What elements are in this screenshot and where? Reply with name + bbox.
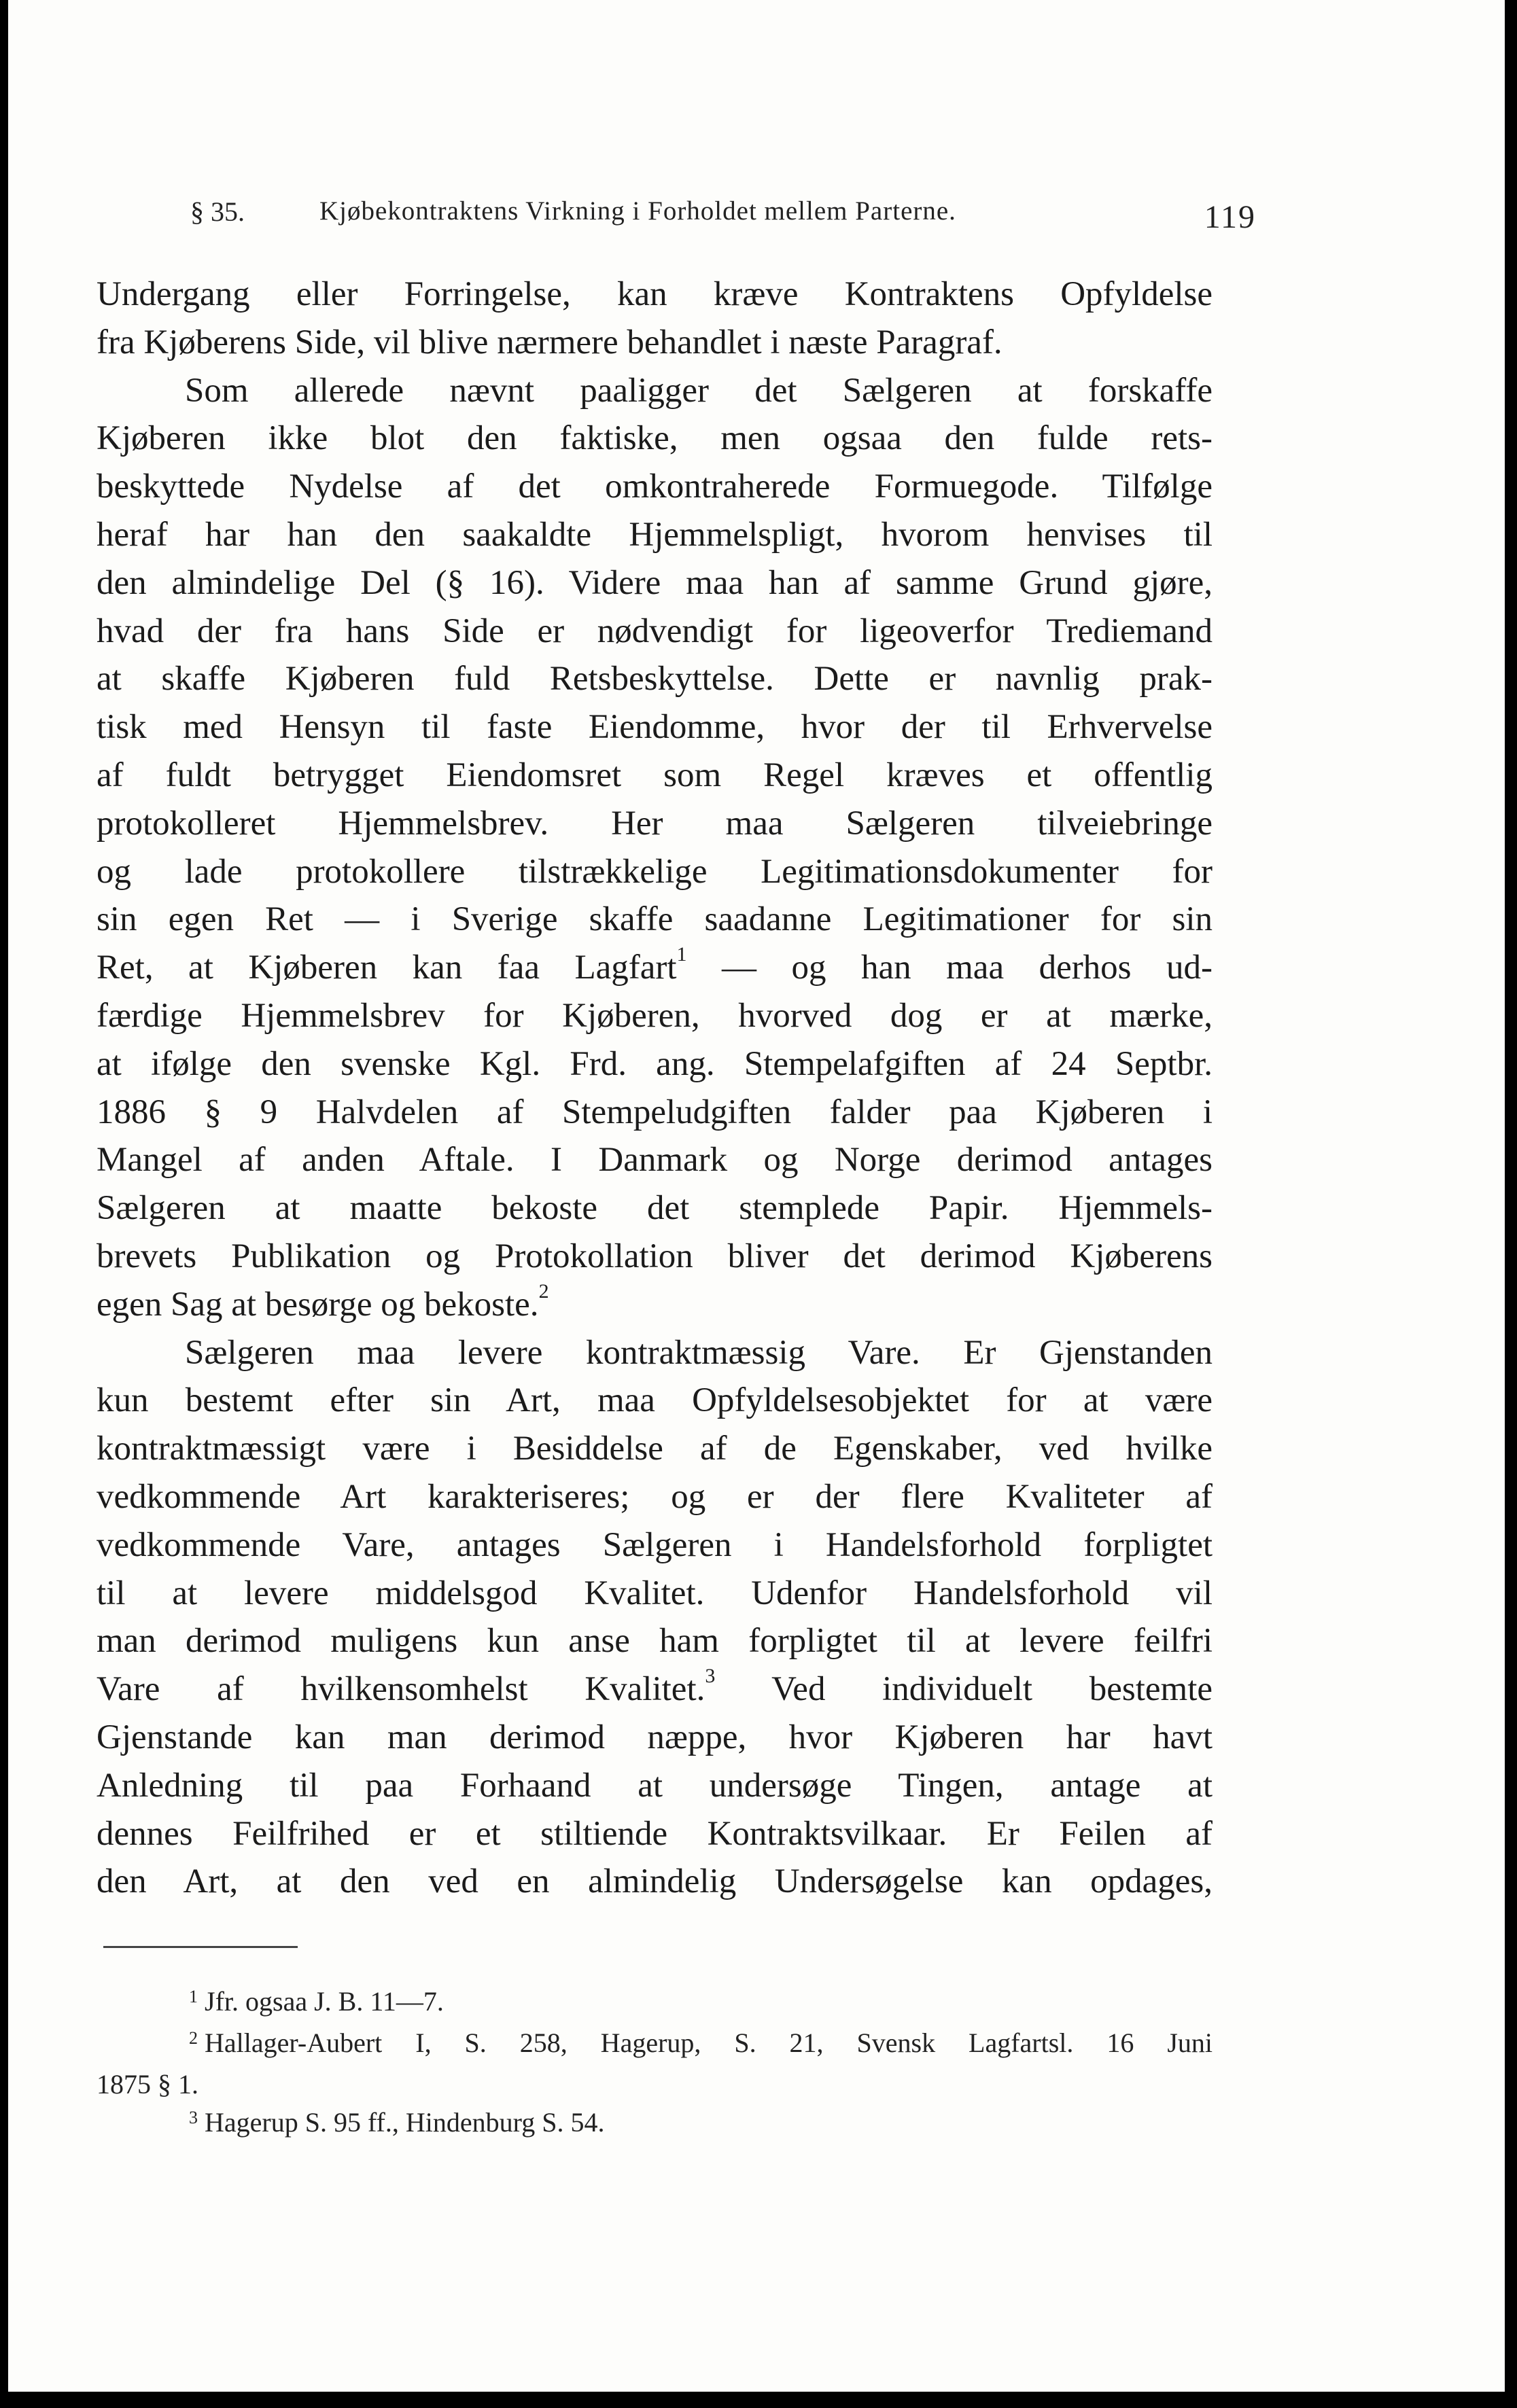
text-line: at skaffe Kjøberen fuld Retsbeskyttelse. Dette er navnlig prak- [97, 660, 1213, 698]
footnote-text: 1875 § 1. [97, 2069, 198, 2100]
text-line: tisk med Hensyn til faste Eiendomme, hvor der til Erhvervelse [97, 708, 1213, 747]
footnote [97, 2024, 1213, 2066]
text-line: vedkommende Art karakteriseres; og er der flere Kvaliteter af [97, 1477, 1213, 1516]
text-line-with-footnote [97, 944, 1213, 992]
text-fragment: egen Sag at besørge og bekoste. [97, 1285, 539, 1324]
footnote-mark: 3 [189, 2108, 198, 2127]
text-line-with-footnote [97, 1281, 1213, 1329]
text-fragment: — og han maa derhos ud- [722, 949, 1213, 987]
text-line: Sælgeren at maatte bekoste det stemplede Papir. Hjemmels- [97, 1189, 1213, 1228]
text-fragment: Ved individuelt bestemte [771, 1670, 1213, 1709]
footnote [97, 1983, 1213, 2024]
footnote-ref: 1 [676, 944, 687, 966]
footnote-text: Jfr. ogsaa J. B. 11—7. [205, 1986, 444, 2017]
body-text [97, 270, 1213, 1906]
text-line: Som allerede nævnt paaligger det Sælgeren at forskaffe [185, 371, 1213, 410]
footnote-text: Hallager-Aubert I, S. 258, Hagerup, S. 21, Svensk Lagfartsl. 16 Juni [205, 2028, 1213, 2058]
text-line: Mangel af anden Aftale. I Danmark og Norge derimod antages [97, 1141, 1213, 1180]
text-fragment: Ret, at Kjøberen kan faa Lagfart [97, 949, 677, 987]
book-page [8, 0, 1505, 2392]
footnotes [97, 1983, 1213, 2145]
text-line: kontraktmæssigt være i Besiddelse af de Egenskaber, ved hvilke [97, 1430, 1213, 1468]
text-line: protokolleret Hjemmelsbrev. Her maa Sælgeren tilveiebringe [97, 804, 1213, 843]
text-line-with-footnote [97, 1665, 1213, 1714]
footnote-mark: 2 [189, 2028, 198, 2048]
text-line: hvad der fra hans Side er nødvendigt for ligeoverfor Trediemand [97, 612, 1213, 650]
footnote-mark: 1 [189, 1987, 198, 2006]
text-line: Undergang eller Forringelse, kan kræve Kontraktens Opfyldelse [97, 275, 1213, 313]
text-line: 1886 § 9 Halvdelen af Stempeludgiften falder paa Kjøberen i [97, 1093, 1213, 1131]
text-line: brevets Publikation og Protokollation bliver det derimod Kjøberens [97, 1237, 1213, 1275]
running-header [190, 192, 1256, 235]
text-line: Gjenstande kan man derimod næppe, hvor Kjøberen har havt [97, 1718, 1213, 1756]
text-line: Anledning til paa Forhaand at undersøge Tingen, antage at [97, 1766, 1213, 1805]
text-line: og lade protokollere tilstrækkelige Legitimationsdokumenter for [97, 852, 1213, 891]
footnote-continuation [97, 2066, 1213, 2104]
text-line: Kjøberen ikke blot den faktiske, men ogsaa den fulde rets- [97, 419, 1213, 458]
footnote-divider [103, 1946, 298, 1948]
footnote-ref: 2 [538, 1280, 549, 1303]
text-line: beskyttede Nydelse af det omkontraherede Formuegode. Tilfølge [97, 467, 1213, 506]
text-line: kun bestemt efter sin Art, maa Opfyldelsesobjektet for at være [97, 1381, 1213, 1420]
text-line: man derimod muligens kun anse ham forpligtet til at levere feilfri [97, 1622, 1213, 1661]
text-line: dennes Feilfrihed er et stiltiende Kontraktsvilkaar. Er Feilen af [97, 1814, 1213, 1853]
text-line: færdige Hjemmelsbrev for Kjøberen, hvorved dog er at mærke, [97, 996, 1213, 1035]
page-number: 119 [1204, 199, 1256, 235]
text-line: til at levere middelsgod Kvalitet. Udenfor Handelsforhold vil [97, 1574, 1213, 1612]
text-line: af fuldt betrygget Eiendomsret som Regel kræves et offentlig [97, 756, 1213, 794]
footnote-text: Hagerup S. 95 ff., Hindenburg S. 54. [205, 2107, 605, 2138]
text-line: den almindelige Del (§ 16). Videre maa han af samme Grund gjøre, [97, 563, 1213, 602]
text-line: vedkommende Vare, antages Sælgeren i Handelsforhold forpligtet [97, 1525, 1213, 1564]
text-line: sin egen Ret — i Sverige skaffe saadanne Legitimationer for sin [97, 900, 1213, 939]
section-mark: § 35. [190, 196, 245, 227]
running-title: Kjøbekontraktens Virkning i Forholdet mellem Parterne. [319, 196, 956, 226]
footnote-ref: 3 [705, 1665, 716, 1688]
text-line: at ifølge den svenske Kgl. Frd. ang. Stempelafgiften af 24 Septbr. [97, 1044, 1213, 1083]
text-line: fra Kjøberens Side, vil blive nærmere behandlet i næste Paragraf. [97, 323, 1002, 361]
text-line: Sælgeren maa levere kontraktmæssig Vare. Er Gjenstanden [185, 1333, 1213, 1372]
text-line: den Art, at den ved en almindelig Undersøgelse kan opdages, [97, 1862, 1213, 1901]
footnote [97, 2104, 1213, 2145]
text-fragment: Vare af hvilkensomhelst Kvalitet. [97, 1670, 705, 1709]
text-line: heraf har han den saakaldte Hjemmelspligt, hvorom henvises til [97, 515, 1213, 554]
